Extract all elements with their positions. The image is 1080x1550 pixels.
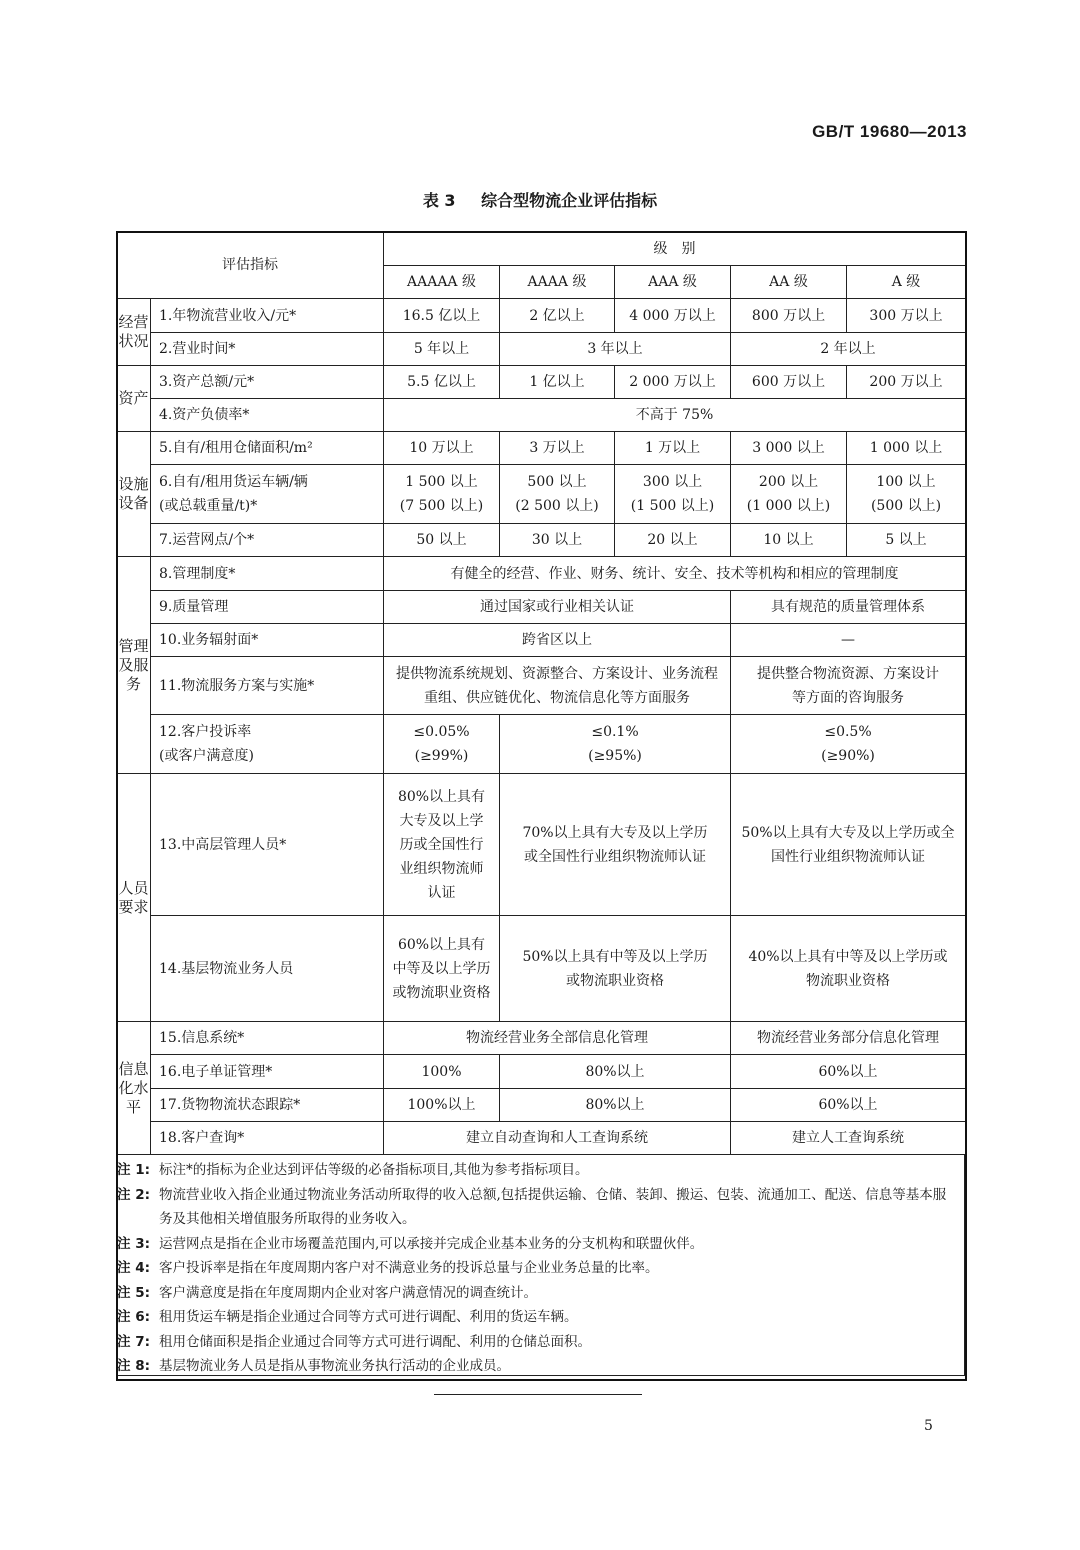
- level-header: AAA 级: [615, 266, 731, 299]
- cell: ≤0.5% (≥90%): [731, 715, 966, 774]
- indicator-name: 18.客户查询*: [151, 1122, 384, 1155]
- indicator-name: 10.业务辐射面*: [151, 624, 384, 657]
- cell: 200 以上 (1 000 以上): [731, 465, 847, 524]
- indicator-name: 14.基层物流业务人员: [151, 916, 384, 1022]
- cell: 5 以上: [847, 524, 966, 557]
- cell: 2 000 万以上: [615, 366, 731, 399]
- indicator-name: 13.中高层管理人员*: [151, 774, 384, 916]
- end-rule: [434, 1394, 642, 1395]
- cell: 600 万以上: [731, 366, 847, 399]
- level-header: AA 级: [731, 266, 847, 299]
- cell: 40%以上具有中等及以上学历或物流职业资格: [731, 916, 966, 1022]
- cell: 5 年以上: [384, 333, 500, 366]
- indicator-name: 2.营业时间*: [151, 333, 384, 366]
- cell: 50%以上具有大专及以上学历或全国性行业组织物流师认证: [731, 774, 966, 916]
- cell: 2 亿以上: [500, 299, 615, 333]
- table-notes: [116, 1154, 965, 1376]
- indicator-name: 7.运营网点/个*: [151, 524, 384, 557]
- cell: 50 以上: [384, 524, 500, 557]
- cell: 3 年以上: [500, 333, 731, 366]
- table-number: 表 3: [422, 191, 456, 210]
- cell: 100%以上: [384, 1089, 500, 1122]
- indicator-name: 16.电子单证管理*: [151, 1055, 384, 1089]
- evaluation-table: [116, 231, 966, 1155]
- cell: 50%以上具有中等及以上学历或物流职业资格: [500, 916, 731, 1022]
- cell: 60%以上: [731, 1089, 966, 1122]
- cell: 具有规范的质量管理体系: [731, 591, 966, 624]
- cell: 有健全的经营、作业、财务、统计、安全、技术等机构和相应的管理制度: [384, 557, 966, 591]
- note-item: 注 3: 运营网点是指在企业市场覆盖范围内,可以承接并完成企业基本业务的分支机构和联盟伙伴。: [117, 1235, 704, 1252]
- table-title: 综合型物流企业评估指标: [481, 191, 658, 210]
- cell: 建立人工查询系统: [731, 1122, 966, 1155]
- cell: 16.5 亿以上: [384, 299, 500, 333]
- cell: 提供物流系统规划、资源整合、方案设计、业务流程重组、供应链优化、物流信息化等方面服务: [384, 657, 731, 715]
- note-item: 注 4: 客户投诉率是指在年度周期内客户对不满意业务的投诉总量与企业业务总量的比率。: [117, 1260, 659, 1276]
- category-operation: 经营状况: [117, 299, 151, 366]
- cell: 1 500 以上 (7 500 以上): [384, 465, 500, 524]
- note-item: 注 1: 标注*的指标为企业达到评估等级的必备指标项目,其他为参考指标项目。: [117, 1162, 589, 1178]
- category-management: 管理及服务: [117, 557, 151, 774]
- cell: 60%以上具有中等及以上学历或物流职业资格: [384, 916, 500, 1022]
- level-header: A 级: [847, 266, 966, 299]
- table-caption: [0, 188, 1080, 211]
- note-item: 注 7: 租用仓储面积是指企业通过合同等方式可进行调配、利用的仓储总面积。: [117, 1333, 591, 1350]
- category-assets: 资产: [117, 366, 151, 432]
- indicator-name: 17.货物物流状态跟踪*: [151, 1089, 384, 1122]
- indicator-name: 9.质量管理: [151, 591, 384, 624]
- indicator-name: 4.资产负债率*: [151, 399, 384, 432]
- note-item: 注 5: 客户满意度是指在年度周期内企业对客户满意情况的调查统计。: [117, 1284, 537, 1301]
- indicator-name: 8.管理制度*: [151, 557, 384, 591]
- indicator-name: 1.年物流营业收入/元*: [151, 299, 384, 333]
- indicator-name: 11.物流服务方案与实施*: [151, 657, 384, 715]
- cell: 80%以上具有大专及以上学历或全国性行业组织物流师认证: [384, 774, 500, 916]
- cell: 300 万以上: [847, 299, 966, 333]
- note-item: 注 8: 基层物流业务人员是指从事物流业务执行活动的企业成员。: [117, 1358, 510, 1374]
- category-personnel: 人员要求: [117, 774, 151, 1022]
- cell: 提供整合物流资源、方案设计等方面的咨询服务: [731, 657, 966, 715]
- category-info: 信息化水平: [117, 1022, 151, 1155]
- level-header: AAAA 级: [500, 266, 615, 299]
- category-facilities: 设施设备: [117, 432, 151, 557]
- cell: 10 万以上: [384, 432, 500, 465]
- cell: 1 亿以上: [500, 366, 615, 399]
- note-item: 注 2: 物流营业收入指企业通过物流业务活动所取得的收入总额,包括提供运输、仓储、装卸、搬运、包装、流通加工、配送、信息等基本服务及其他相关增值服务所取得的业务收入。: [117, 1186, 947, 1227]
- cell: 1 万以上: [615, 432, 731, 465]
- cell: —: [731, 624, 966, 657]
- cell: 80%以上: [500, 1055, 731, 1089]
- indicator-name: 3.资产总额/元*: [151, 366, 384, 399]
- cell: 1 000 以上: [847, 432, 966, 465]
- cell: 2 年以上: [731, 333, 966, 366]
- cell: ≤0.05% (≥99%): [384, 715, 500, 774]
- level-header: AAAAA 级: [384, 266, 500, 299]
- cell: 200 万以上: [847, 366, 966, 399]
- header-level: 级 别: [384, 232, 966, 266]
- cell: 5.5 亿以上: [384, 366, 500, 399]
- cell: 100 以上 (500 以上): [847, 465, 966, 524]
- cell: 10 以上: [731, 524, 847, 557]
- header-indicator: 评估指标: [117, 232, 384, 299]
- cell: 100%: [384, 1055, 500, 1089]
- standard-number: GB/T 19680—2013: [812, 122, 967, 141]
- indicator-name: 6.自有/租用货运车辆/辆 (或总载重量/t)*: [151, 465, 384, 524]
- cell: 800 万以上: [731, 299, 847, 333]
- cell: 物流经营业务全部信息化管理: [384, 1022, 731, 1055]
- cell: 通过国家或行业相关认证: [384, 591, 731, 624]
- cell: 不高于 75%: [384, 399, 966, 432]
- cell: 3 万以上: [500, 432, 615, 465]
- cell: 3 000 以上: [731, 432, 847, 465]
- cell: 4 000 万以上: [615, 299, 731, 333]
- cell: 80%以上: [500, 1089, 731, 1122]
- cell: 物流经营业务部分信息化管理: [731, 1022, 966, 1055]
- cell: 300 以上 (1 500 以上): [615, 465, 731, 524]
- cell: 30 以上: [500, 524, 615, 557]
- page-number: 5: [924, 1418, 933, 1434]
- indicator-name: 5.自有/租用仓储面积/m²: [151, 432, 384, 465]
- cell: 60%以上: [731, 1055, 966, 1089]
- cell: 建立自动查询和人工查询系统: [384, 1122, 731, 1155]
- indicator-name: 15.信息系统*: [151, 1022, 384, 1055]
- note-item: 注 6: 租用货运车辆是指企业通过合同等方式可进行调配、利用的货运车辆。: [117, 1309, 578, 1325]
- indicator-name: 12.客户投诉率 (或客户满意度): [151, 715, 384, 774]
- cell: 70%以上具有大专及以上学历或全国性行业组织物流师认证: [500, 774, 731, 916]
- cell: 20 以上: [615, 524, 731, 557]
- cell: 500 以上 (2 500 以上): [500, 465, 615, 524]
- cell: ≤0.1% (≥95%): [500, 715, 731, 774]
- cell: 跨省区以上: [384, 624, 731, 657]
